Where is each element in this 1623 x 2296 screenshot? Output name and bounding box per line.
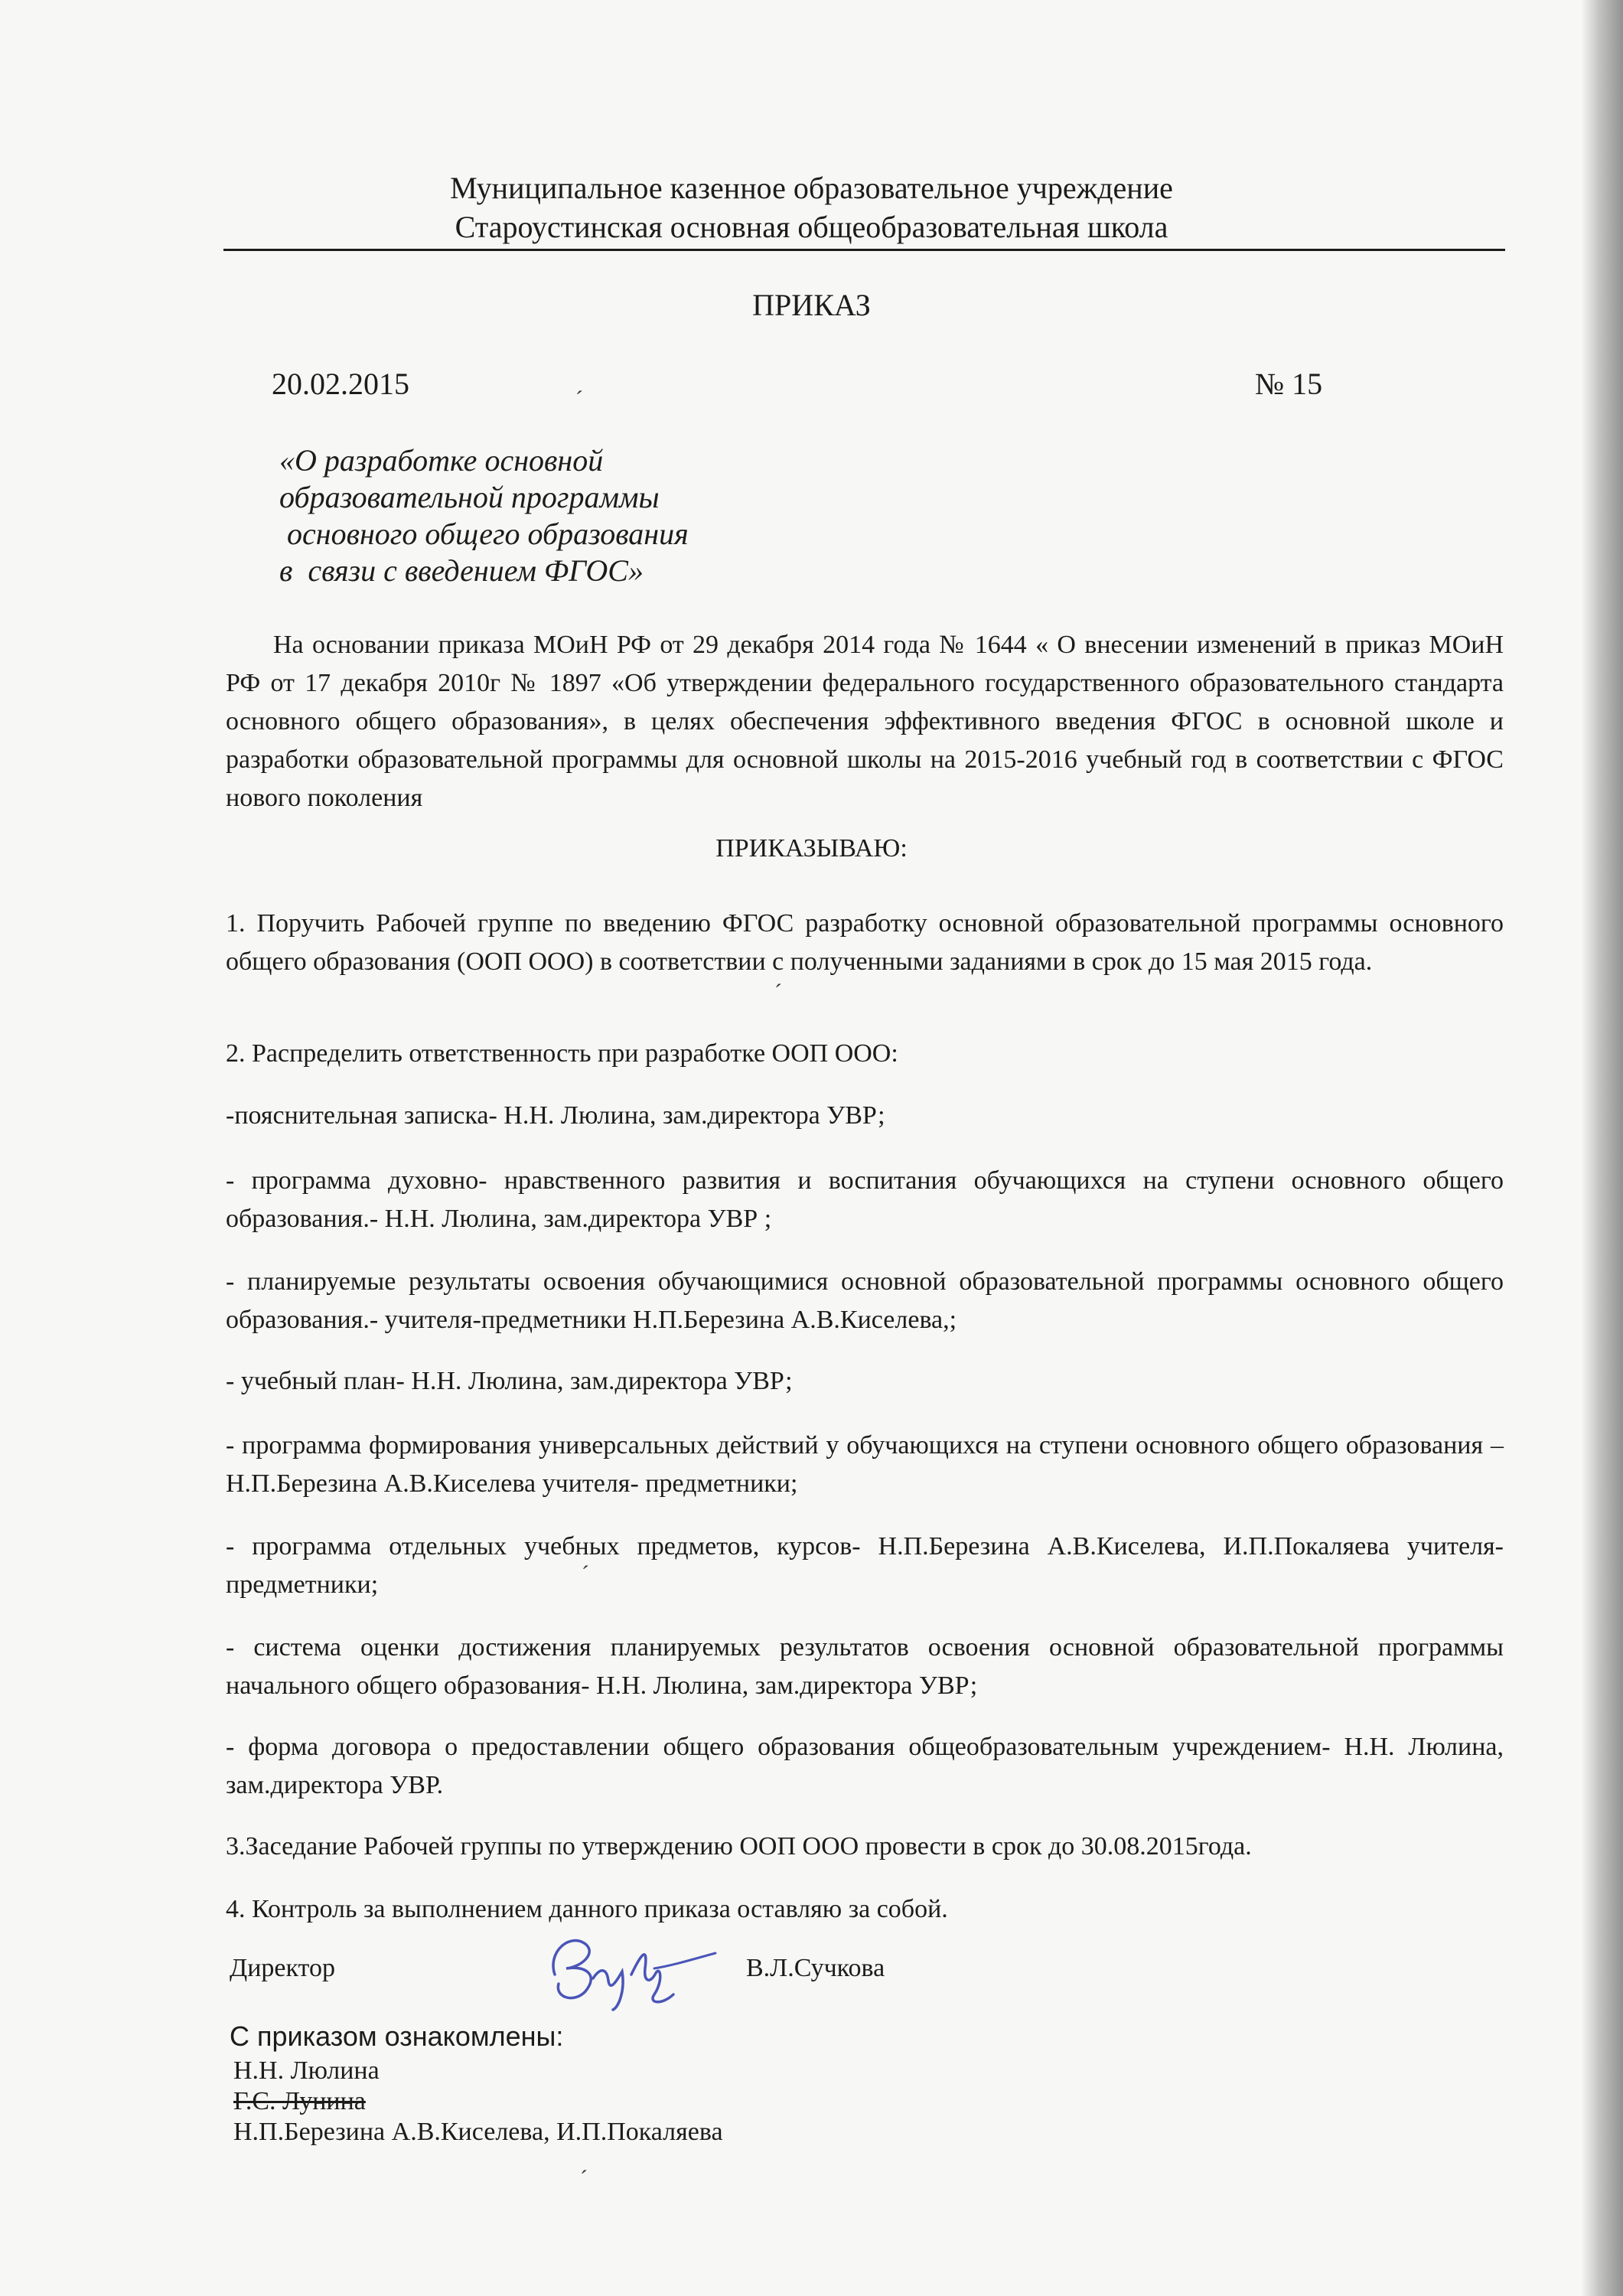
- document-title: ПРИКАЗ: [752, 288, 871, 322]
- order-item-3: 3.Заседание Рабочей группы по утверждению ООП ООО провести в срок до 30.08.2015года.: [226, 1832, 1252, 1861]
- order-number: № 15: [1255, 367, 1323, 401]
- scan-speck-mark: ˊ: [582, 1561, 589, 1587]
- responsibility-item: -пояснительная записка- Н.Н. Люлина, зам.директора УВР;: [226, 1101, 885, 1130]
- order-subject: [279, 442, 689, 589]
- order-item-4: 4. Контроль за выполнением данного приказа оставляю за собой.: [226, 1895, 948, 1923]
- scan-speck-mark: ˊ: [575, 386, 583, 412]
- responsibility-item: - программа духовно- нравственного развития и воспитания обучающихся на ступени основного общего образования.- Н.Н. Люлина, зам.директора УВР ;: [226, 1166, 1504, 1233]
- responsibility-item: - программа формирования универсальных действий у обучающихся на ступени основного общего образования – Н.П.Березина А.В.Киселева учителя- предметники;: [226, 1431, 1504, 1498]
- org-name-line1: Муниципальное казенное образовательное учреждение: [450, 171, 1173, 205]
- acknowledged-person: Н.П.Березина А.В.Киселева, И.П.Покаляева: [233, 2118, 723, 2146]
- handwritten-signature: [539, 1921, 731, 2013]
- order-item-1: 1. Поручить Рабочей группе по введению ФГОС разработку основной образовательной программы основного общего образования (ООП ООО) в соответствии с полученными заданиями в срок до 15 мая 2015 года.: [226, 909, 1504, 976]
- org-name-line2: Староустинская основная общеобразовательная школа: [455, 210, 1168, 244]
- directive-heading: ПРИКАЗЫВАЮ:: [715, 834, 908, 863]
- signatory-name: В.Л.Сучкова: [746, 1954, 885, 1982]
- subject-line: в связи с введением ФГОС»: [279, 553, 644, 588]
- scan-speck-mark: ˊ: [580, 2166, 588, 2191]
- preamble-paragraph: На основании приказа МОиН РФ от 29 декабря 2014 года № 1644 « О внесении изменений в приказ МОиН РФ от 17 декабря 2010г № 1897 «Об утверждении федерального государственного образовательного стандарта основного общего образования», в целях обеспечения эффективного введения ФГОС в основной школе и разработки образовательной программы для основной школы на 2015-2016 учебный год в соответствии с ФГОС нового поколения: [226, 631, 1504, 812]
- signatory-role: Директор: [230, 1954, 335, 1982]
- responsibility-item: - планируемые результаты освоения обучающимися основной образовательной программы основного общего образования.- учителя-предметники Н.П.Березина А.В.Киселева,;: [226, 1267, 1504, 1334]
- acknowledgement-heading: С приказом ознакомлены:: [230, 2020, 564, 2052]
- acknowledged-person-struck: Г.С. Лунина: [233, 2087, 366, 2115]
- order-item-2: 2. Распределить ответственность при разработке ООП ООО:: [226, 1039, 898, 1068]
- scan-speck-mark: ˊ: [774, 980, 782, 1005]
- subject-line: основного общего образования: [279, 517, 689, 551]
- subject-line: «О разработке основной: [279, 443, 604, 478]
- responsibility-item: - программа отдельных учебных предметов, курсов- Н.П.Березина А.В.Киселева, И.П.Покаляева учителя-предметники;: [226, 1532, 1504, 1599]
- acknowledged-person: Н.Н. Люлина: [233, 2056, 380, 2085]
- responsibility-item: - система оценки достижения планируемых результатов освоения основной образовательной программы начального общего образования- Н.Н. Люлина, зам.директора УВР;: [226, 1633, 1504, 1700]
- subject-line: образовательной программы: [279, 480, 660, 514]
- responsibility-item: - форма договора о предоставлении общего образования общеобразовательным учреждением- Н.Н. Люлина, зам.директора УВР.: [226, 1733, 1504, 1799]
- responsibility-item: - учебный план- Н.Н. Люлина, зам.директора УВР;: [226, 1367, 793, 1395]
- order-date: 20.02.2015: [272, 367, 409, 401]
- scan-edge-shadow: [1581, 0, 1623, 2296]
- header-rule: [223, 249, 1505, 251]
